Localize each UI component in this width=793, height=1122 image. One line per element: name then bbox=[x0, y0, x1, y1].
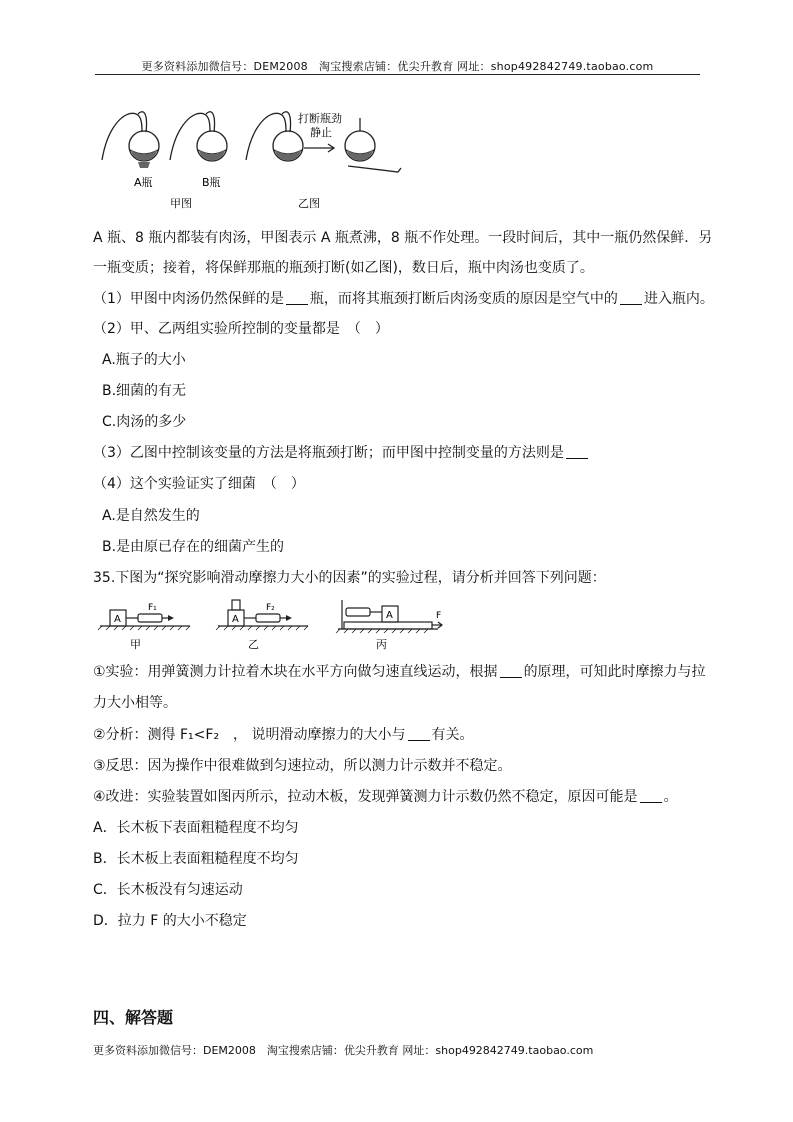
block-label-jia: A bbox=[114, 614, 121, 625]
q35-step-4-b: 。 bbox=[663, 789, 678, 805]
force-label-f2: F₂ bbox=[266, 603, 275, 613]
answer-blank[interactable] bbox=[566, 444, 588, 459]
q35-step-3: ③反思：因为操作中很难做到匀速拉动，所以测力计示数并不稳定。 bbox=[93, 758, 512, 774]
q34-part-4: （4）这个实验证实了细菌 （ ） bbox=[93, 476, 305, 492]
answer-blank[interactable] bbox=[620, 290, 642, 305]
q35-option-a: A．长木板下表面粗糙程度不均匀 bbox=[93, 820, 299, 836]
flask-b-label: B瓶 bbox=[202, 176, 221, 189]
q35-step-1 bbox=[93, 662, 706, 682]
answer-blank[interactable] bbox=[408, 726, 430, 741]
q34-part-2-option-b: B.细菌的有无 bbox=[102, 383, 187, 399]
q35-step-4-a: ④改进：实验装置如图丙所示，拉动木板，发现弹簧测力计示数仍然不稳定，原因可能是 bbox=[93, 789, 638, 805]
force-label-f: F bbox=[436, 611, 442, 621]
q35-option-b: B．长木板上表面粗糙程度不均匀 bbox=[93, 851, 299, 867]
answer-blank[interactable] bbox=[500, 663, 522, 678]
q35-step-4 bbox=[93, 787, 678, 807]
q34-intro-line-2: 一瓶变质；接着，将保鲜那瓶的瓶颈打断(如乙图)，数日后，瓶中肉汤也变质了。 bbox=[93, 260, 594, 276]
q35-step-1-b: 的原理，可知此时摩擦力与拉 bbox=[523, 664, 706, 680]
q34-intro-line-1: A 瓶、8 瓶内都装有肉汤，甲图表示 A 瓶煮沸，8 瓶不作处理。一段时间后，其中一瓶仍然保鲜．另 bbox=[93, 230, 713, 246]
q34-part-4-option-a: A.是自然发生的 bbox=[102, 508, 200, 524]
q35-step-2 bbox=[93, 725, 474, 745]
q35-step-1-a: ①实验：用弹簧测力计拉着木块在水平方向做匀速直线运动，根据 bbox=[93, 664, 498, 680]
figure-yi-caption: 乙图 bbox=[298, 197, 320, 210]
figure-bing-caption: 丙 bbox=[376, 638, 387, 651]
answer-blank[interactable] bbox=[640, 788, 662, 803]
q35-step-1-cont: 力大小相等。 bbox=[93, 695, 177, 711]
q34-part-2: （2）甲、乙两组实验所控制的变量都是 （ ） bbox=[93, 321, 389, 337]
header-divider bbox=[95, 74, 700, 75]
q34-part-2-option-a: A.瓶子的大小 bbox=[102, 352, 186, 368]
q34-part-1-b: 瓶，而将其瓶颈打断后肉汤变质的原因是空气中的 bbox=[309, 291, 618, 307]
q35-step-2-a: ②分析：测得 F₁<F₂ ， 说明滑动摩擦力的大小与 bbox=[93, 727, 406, 743]
figure-annotation-1: 打断瓶劲 bbox=[298, 112, 342, 125]
figure-yi-caption: 乙 bbox=[248, 638, 259, 651]
q35-stem: 35.下图为“探究影响滑动摩擦力大小的因素”的实验过程，请分析并回答下列问题： bbox=[93, 570, 606, 586]
q34-part-1-a: （1）甲图中肉汤仍然保鲜的是 bbox=[93, 291, 284, 307]
q34-part-1-c: 进入瓶内。 bbox=[643, 291, 714, 307]
q34-part-3 bbox=[93, 443, 590, 463]
force-label-f1: F₁ bbox=[148, 603, 157, 613]
section-title: 四、解答题 bbox=[93, 1008, 174, 1027]
q34-part-3-text: （3）乙图中控制该变量的方法是将瓶颈打断；而甲图中控制变量的方法则是 bbox=[93, 445, 564, 461]
friction-experiment-figure bbox=[98, 596, 448, 654]
figure-annotation-2: 静止 bbox=[310, 126, 332, 139]
q34-part-2-option-c: C.肉汤的多少 bbox=[102, 414, 187, 430]
flask-a-label: A瓶 bbox=[134, 176, 153, 189]
figure-jia-caption: 甲 bbox=[130, 638, 141, 651]
answer-blank[interactable] bbox=[286, 290, 308, 305]
page-header: 更多资料添加微信号：DEM2008 淘宝搜索店铺：优尖升教育 网址：shop492842749.taobao.com bbox=[141, 60, 654, 73]
q35-option-d: D．拉力 F 的大小不稳定 bbox=[93, 913, 247, 929]
flask-experiment-figure bbox=[98, 104, 418, 212]
q34-part-4-option-b: B.是由原已存在的细菌产生的 bbox=[102, 539, 285, 555]
q35-step-2-b: 有关。 bbox=[431, 727, 474, 743]
figure-jia-caption: 甲图 bbox=[170, 197, 192, 210]
page-footer: 更多资料添加微信号：DEM2008 淘宝搜索店铺：优尖升教育 网址：shop492842749.taobao.com bbox=[93, 1044, 594, 1057]
q35-option-c: C．长木板没有匀速运动 bbox=[93, 882, 243, 898]
block-label-bing: A bbox=[386, 610, 393, 621]
block-label-yi: A bbox=[232, 614, 239, 625]
q34-part-1 bbox=[93, 289, 714, 309]
